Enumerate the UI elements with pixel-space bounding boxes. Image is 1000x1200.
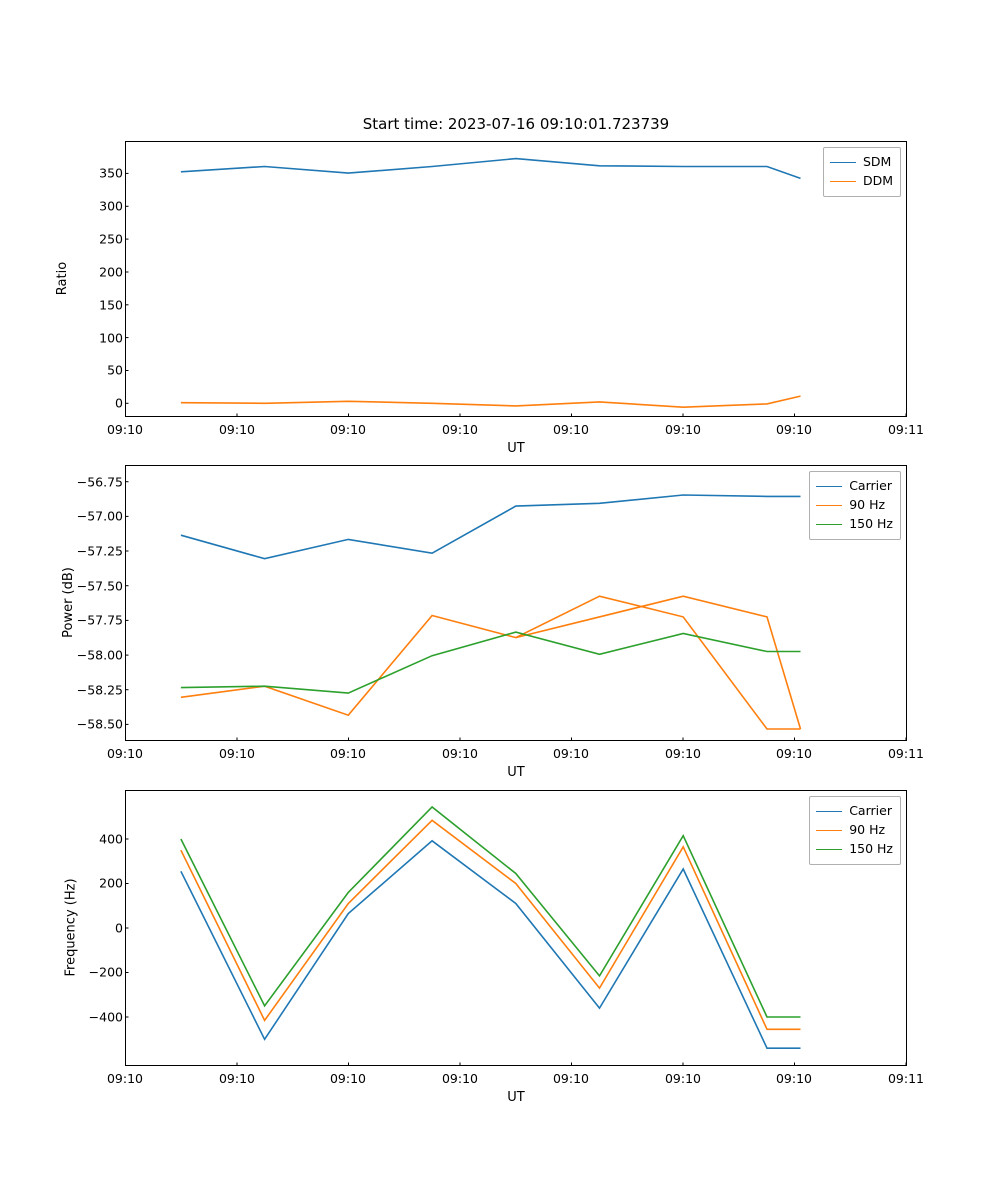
page-title: Start time: 2023-07-16 09:10:01.723739 [362, 115, 670, 133]
ytick-label: −57.00 [76, 508, 123, 524]
ytick-label: 0 [115, 395, 123, 411]
ytick-label: −400 [88, 1009, 123, 1025]
xtick-label: 09:10 [106, 746, 144, 761]
legend-swatch-sdm [830, 162, 856, 163]
legend-item [830, 153, 893, 172]
ytick-label: −58.50 [76, 716, 123, 732]
legend-label: 150 Hz [849, 841, 893, 857]
ytick-label: 250 [99, 231, 123, 247]
legend-label: DDM [862, 173, 893, 189]
legend-frequency [809, 796, 901, 865]
ytick-label: 400 [99, 831, 123, 847]
xtick-label: 09:10 [329, 1071, 367, 1086]
xtick-label: 09:10 [775, 746, 813, 761]
xtick-label: 09:10 [552, 746, 590, 761]
ytick-label: −57.75 [76, 612, 123, 628]
xtick-label: 09:10 [218, 746, 256, 761]
ytick-label: 200 [99, 875, 123, 891]
xtick-label: 09:10 [106, 422, 144, 437]
xtick-label: 09:10 [552, 422, 590, 437]
legend-item [816, 802, 893, 821]
plot-lines-frequency [125, 790, 907, 1066]
panel-ratio [55, 115, 925, 456]
ytick-label: −200 [88, 964, 123, 980]
legend-item [816, 840, 893, 859]
xtick-label: 09:10 [664, 746, 702, 761]
legend-item [816, 496, 893, 515]
x-axis-label: UT [507, 1090, 525, 1105]
ytick-label: −58.25 [76, 682, 123, 698]
y-axis-label: Power (dB) [60, 567, 76, 638]
xtick-label: 09:10 [664, 1071, 702, 1086]
legend-item [830, 172, 893, 191]
ytick-label: −56.75 [76, 474, 123, 490]
xtick-label: 09:10 [775, 422, 813, 437]
legend-swatch-150hz [816, 849, 842, 850]
legend-swatch-150hz [816, 524, 842, 525]
xtick-label: 09:10 [552, 1071, 590, 1086]
xtick-label: 09:11 [887, 746, 925, 761]
legend-swatch-90hz [816, 830, 842, 831]
ytick-label: 0 [115, 920, 123, 936]
legend-label: 150 Hz [849, 516, 893, 532]
xtick-label: 09:11 [887, 422, 925, 437]
xtick-label: 09:11 [887, 1071, 925, 1086]
legend-swatch-carrier [816, 811, 842, 812]
legend-swatch-ddm [830, 181, 856, 182]
legend-label: Carrier [849, 803, 892, 819]
xtick-label: 09:10 [106, 1071, 144, 1086]
ytick-label: 50 [107, 362, 123, 378]
legend-item [816, 515, 893, 534]
legend-label: SDM [862, 154, 892, 170]
xtick-label: 09:10 [441, 422, 479, 437]
xtick-label: 09:10 [218, 422, 256, 437]
x-axis-label: UT [507, 441, 525, 456]
plot-lines-ratio [125, 141, 907, 417]
legend-item [816, 821, 893, 840]
legend-power [809, 471, 901, 540]
ytick-label: −58.00 [76, 647, 123, 663]
ytick-label: 100 [99, 330, 123, 346]
ytick-label: −57.25 [76, 543, 123, 559]
ytick-label: 300 [99, 198, 123, 214]
xtick-label: 09:10 [775, 1071, 813, 1086]
xtick-label: 09:10 [329, 746, 367, 761]
legend-ratio [823, 147, 901, 197]
x-axis-label: UT [507, 765, 525, 780]
panel-frequency [63, 790, 925, 1105]
legend-swatch-carrier [816, 486, 842, 487]
y-axis-label: Frequency (Hz) [63, 878, 79, 977]
ytick-label: 350 [99, 165, 123, 181]
ytick-label: 150 [99, 297, 123, 313]
legend-swatch-90hz [816, 505, 842, 506]
xtick-label: 09:10 [218, 1071, 256, 1086]
xtick-label: 09:10 [441, 746, 479, 761]
legend-label: Carrier [849, 478, 892, 494]
y-axis-label: Ratio [55, 261, 71, 296]
ytick-label: 200 [99, 264, 123, 280]
xtick-label: 09:10 [664, 422, 702, 437]
xtick-label: 09:10 [441, 1071, 479, 1086]
panel-power [60, 465, 925, 780]
xtick-label: 09:10 [329, 422, 367, 437]
legend-label: 90 Hz [849, 497, 886, 513]
plot-lines-power [125, 465, 907, 741]
legend-item [816, 477, 893, 496]
ytick-label: −57.50 [76, 578, 123, 594]
legend-label: 90 Hz [849, 822, 886, 838]
